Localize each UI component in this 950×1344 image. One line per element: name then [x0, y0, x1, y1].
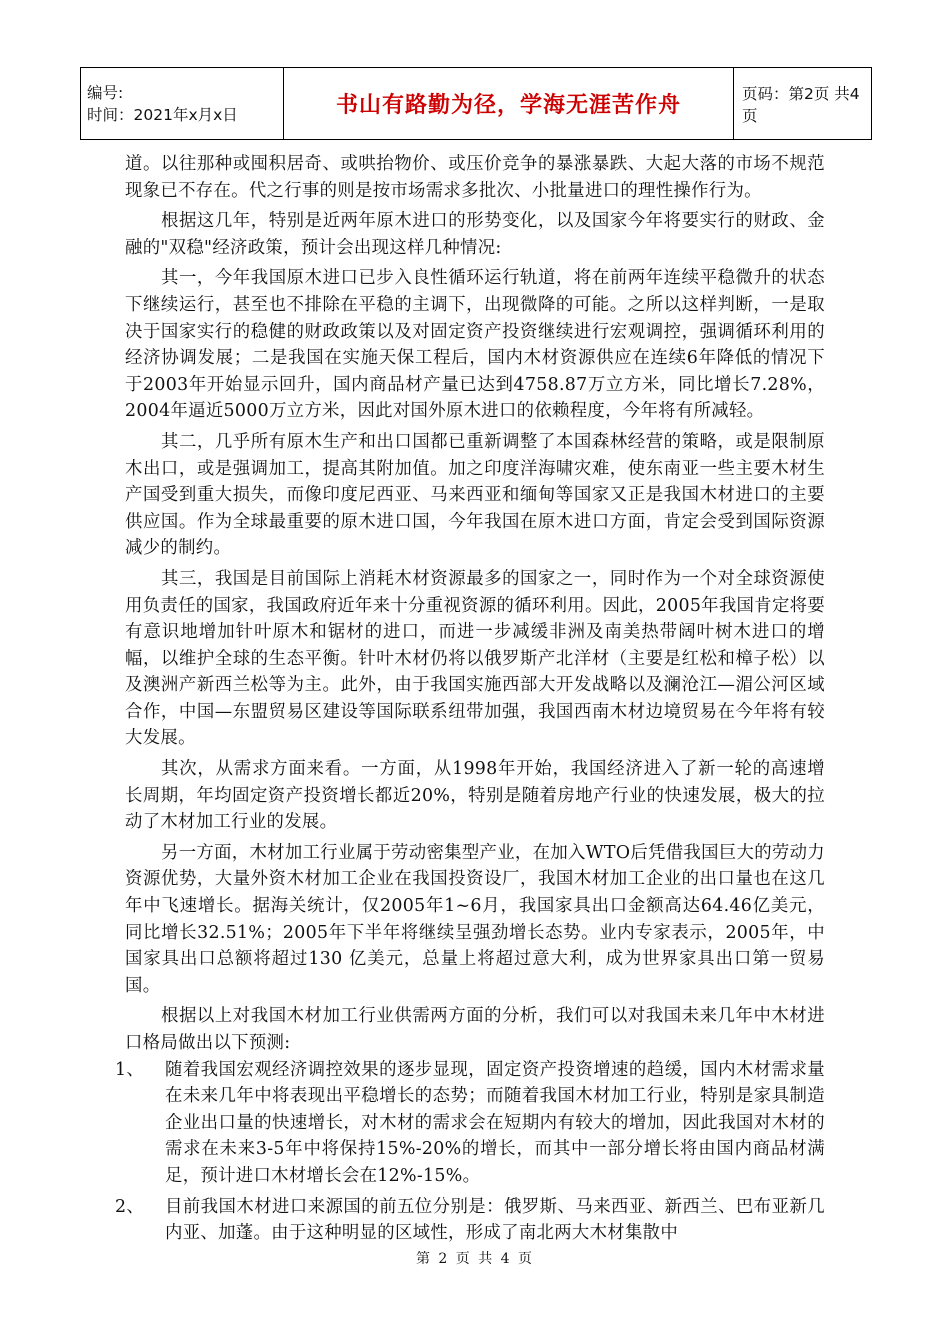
- document-time-label: 时间：2021年x月x日: [87, 105, 238, 124]
- list-item: [115, 1194, 825, 1247]
- document-number-label: 编号:: [87, 83, 124, 102]
- list-item-number: 2、: [115, 1196, 145, 1217]
- list-item-text: 随着我国宏观经济调控效果的逐步显现，固定资产投资增速的趋缓，国内木材需求量在未来几年中将表现出平稳增长的态势；而随着我国木材加工行业，特别是家具制造企业出口量的快速增长，对木材的需求会在短期内有较大的增加，因此我国对木材的需求在未来3-5年中将保持15%-20%的增长，而其中一部分增长将由国内商品材满足，预计进口木材增长会在12%-15%。: [165, 1059, 825, 1186]
- document-body: [115, 151, 826, 1247]
- paragraph: 另一方面，木材加工行业属于劳动密集型产业，在加入WTO后凭借我国巨大的劳动力资源优势，大量外资木材加工企业在我国投资设厂，我国木材加工企业的出口量也在这几年中飞速增长。据海关统计，仅2005年1~6月，我国家具出口金额高达64.46亿美元，同比增长32.51%；2005年下半年将继续呈强劲增长态势。业内专家表示，2005年，中国家具出口总额将超过130 亿美元，总量上将超过意大利，成为世界家具出口第一贸易国。: [125, 842, 825, 996]
- paragraph: 其三，我国是目前国际上消耗木材资源最多的国家之一，同时作为一个对全球资源使用负责任的国家，我国政府近年来十分重视资源的循环利用。因此，2005年我国肯定将要有意识地增加针叶原木和锯材的进口，而进一步减缓非洲及南美热带阔叶树木进口的增幅，以维护全球的生态平衡。针叶木材仍将以俄罗斯产北洋材（主要是红松和樟子松）以及澳洲产新西兰松等为主。此外，由于我国实施西部大开发战略以及澜沧江—湄公河区域合作，中国—东盟贸易区建设等国际联系纽带加强，我国西南木材边境贸易在今年将有较大发展。: [125, 568, 826, 749]
- list-item-text: 目前我国木材进口来源国的前五位分别是：俄罗斯、马来西亚、新西兰、巴布亚新几内亚、加蓬。由于这种明显的区域性，形成了南北两大木材集散中: [165, 1196, 825, 1244]
- header-motto: 书山有路勤为径，学海无涯苦作舟: [284, 68, 734, 139]
- page-header: [80, 67, 872, 140]
- header-page-number: 页码：第2页 共4页: [742, 84, 860, 125]
- header-meta: [81, 68, 284, 139]
- paragraph: 其一，今年我国原木进口已步入良性循环运行轨道，将在前两年连续平稳微升的状态下继续运行，甚至也不排除在平稳的主调下，出现微降的可能。之所以这样判断，一是取决于国家实行的稳健的财政政策以及对固定资产投资继续进行宏观调控，强调循环利用的经济协调发展；二是我国在实施天保工程后，国内木材资源供应在连续6年降低的情况下于2003年开始显示回升，国内商品材产量已达到4758.87万立方米，同比增长7.28%，2004年逼近5000万立方米，因此对国外原木进口的依赖程度，今年将有所减轻。: [125, 268, 825, 422]
- paragraph: 根据以上对我国木材加工行业供需两方面的分析，我们可以对我国未来几年中木材进口格局做出以下预测:: [125, 1006, 825, 1053]
- list-item: [115, 1057, 825, 1190]
- page-footer: 第 2 页 共 4 页: [415, 1251, 535, 1267]
- list-item-number: 1、: [115, 1059, 145, 1080]
- paragraph: 其二，几乎所有原木生产和出口国都已重新调整了本国森林经营的策略，或是限制原木出口，或是强调加工，提高其附加值。加之印度洋海啸灾难，使东南亚一些主要木材生产国受到重大损失，而像印度尼西亚、马来西亚和缅甸等国家又正是我国木材进口的主要供应国。作为全球最重要的原木进口国，今年我国在原木进口方面，肯定会受到国际资源减少的制约。: [125, 431, 825, 559]
- paragraph: 道。以往那种或囤积居奇、或哄抬物价、或压价竞争的暴涨暴跌、大起大落的市场不规范现象已不存在。代之行事的则是按市场需求多批次、小批量进口的理性操作行为。: [125, 154, 825, 201]
- paragraph: 其次，从需求方面来看。一方面，从1998年开始，我国经济进入了新一轮的高速增长周期，年均固定资产投资增长都近20%，特别是随着房地产行业的快速发展，极大的拉动了木材加工行业的发展。: [125, 759, 825, 833]
- paragraph: 根据这几年，特别是近两年原木进口的形势变化，以及国家今年将要实行的财政、金融的"双稳"经济政策，预计会出现这样几种情况:: [125, 211, 825, 258]
